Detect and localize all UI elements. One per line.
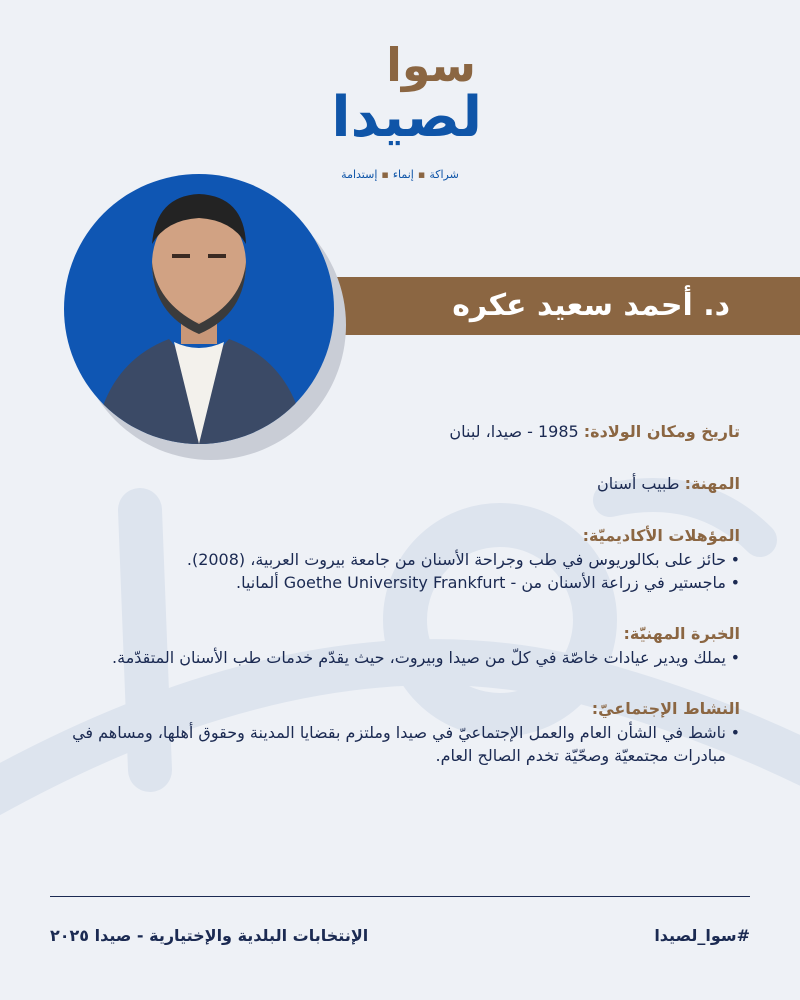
profession-line [45,472,740,496]
bio-content [45,420,740,767]
logo-top-word: سوا [386,38,476,92]
name-banner [320,277,800,335]
qualifications-heading: المؤهلات الأكاديميّة: [582,526,740,545]
qualifications-list [45,548,740,594]
profession-label: المهنة: [684,474,740,493]
candidate-photo [64,174,334,444]
candidate-name: د. أحمد سعيد عكره [452,288,730,323]
profession-value: طبيب أسنان [596,474,680,493]
tagline-word: شراكة [429,168,459,181]
tagline-word: إستدامة [341,168,378,181]
social-list [45,721,740,767]
footer-election-title: الإنتخابات البلدية والإختيارية - صيدا ٢٠٢٥ [50,926,369,945]
list-item: • حائز على بكالوريوس في طب وجراحة الأسنان من جامعة بيروت العربية، (2008). [45,548,740,571]
tagline-word: إنماء [392,168,414,181]
logo [300,40,500,190]
birth-label: تاريخ ومكان الولادة: [583,422,740,441]
footer-hashtag: #سوا_لصيدا [654,926,750,945]
list-item: • ماجستير في زراعة الأسنان من - Goethe University Frankfurt ألمانيا. [45,571,740,594]
experience-heading: الخبرة المهنيّة: [623,624,740,643]
logo-main-word: لصيدا [331,85,482,150]
social-heading: النشاط الإجتماعيّ: [591,699,740,718]
logo-tagline: شراكة▪إنماء▪إستدامة [341,168,459,181]
list-item: • يملك ويدير عيادات خاصّة في كلّ من صيدا وبيروت، حيث يقدّم خدمات طب الأسنان المتقدّمة. [45,646,740,669]
birth-line [45,420,740,444]
list-item: • ناشط في الشأن العام والعمل الإجتماعيّ في صيدا وملتزم بقضايا المدينة وحقوق أهلها، ومساهم في مبادرات مجتمعيّة وصحّيّة تخدم الصالح العام. [45,721,740,767]
footer-divider [50,896,750,897]
birth-value: 1985 - صيدا، لبنان [449,422,579,441]
experience-list [45,646,740,669]
